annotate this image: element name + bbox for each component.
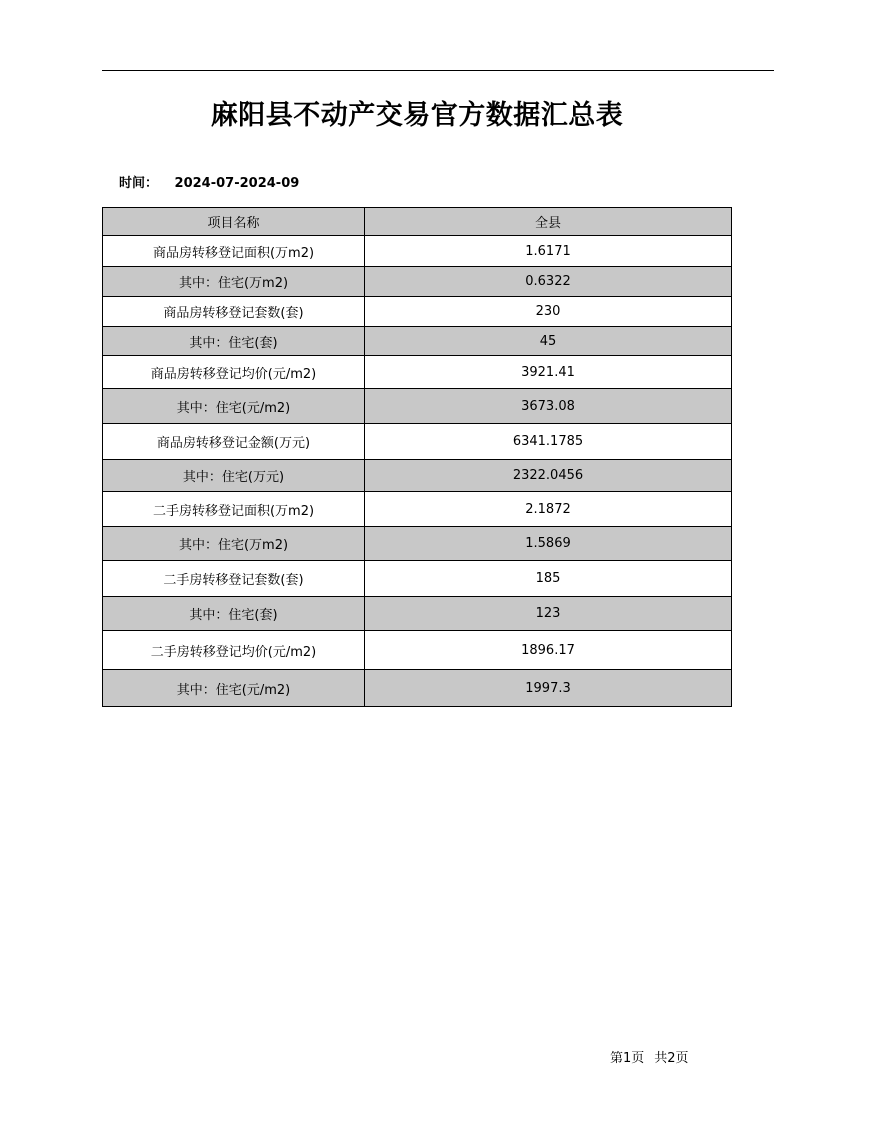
- table-row: [103, 670, 732, 707]
- header-item-name: 项目名称: [103, 208, 365, 236]
- page-footer: [610, 1047, 689, 1066]
- table-row: [103, 561, 732, 597]
- table-row: [103, 236, 732, 267]
- summary-table: [102, 207, 732, 707]
- row-label: 商品房转移登记均价(元/m2): [103, 356, 365, 389]
- table-row: [103, 327, 732, 356]
- row-value: 6341.1785: [365, 424, 732, 460]
- row-value: 3921.41: [365, 356, 732, 389]
- row-value: 0.6322: [365, 267, 732, 297]
- row-value: 1.5869: [365, 527, 732, 561]
- row-label: 其中：住宅(万m2): [103, 267, 365, 297]
- table-row: [103, 460, 732, 492]
- row-value: 2.1872: [365, 492, 732, 527]
- row-label: 商品房转移登记面积(万m2): [103, 236, 365, 267]
- row-label: 商品房转移登记套数(套): [103, 297, 365, 327]
- row-label: 其中：住宅(万m2): [103, 527, 365, 561]
- row-label: 其中：住宅(元/m2): [103, 670, 365, 707]
- page-title: 麻阳县不动产交易官方数据汇总表: [210, 100, 624, 131]
- table-row: [103, 631, 732, 670]
- table-row: [103, 356, 732, 389]
- row-value: 2322.0456: [365, 460, 732, 492]
- page-number: 第1页: [610, 1051, 645, 1066]
- row-value: 1.6171: [365, 236, 732, 267]
- time-value: 2024-07-2024-09: [174, 176, 300, 191]
- table-row: [103, 424, 732, 460]
- table-row: [103, 527, 732, 561]
- row-value: 1896.17: [365, 631, 732, 670]
- row-value: 1997.3: [365, 670, 732, 707]
- table-row: [103, 267, 732, 297]
- table-row: [103, 297, 732, 327]
- row-label: 其中：住宅(套): [103, 597, 365, 631]
- table-row: [103, 492, 732, 527]
- time-row: [119, 172, 299, 191]
- table-header-row: [103, 208, 732, 236]
- table-row: [103, 597, 732, 631]
- row-label: 二手房转移登记套数(套): [103, 561, 365, 597]
- row-value: 185: [365, 561, 732, 597]
- table-row: [103, 389, 732, 424]
- row-label: 其中：住宅(套): [103, 327, 365, 356]
- header-county: 全县: [365, 208, 732, 236]
- time-label: 时间：: [119, 176, 159, 191]
- row-value: 230: [365, 297, 732, 327]
- row-label: 商品房转移登记金额(万元): [103, 424, 365, 460]
- page-total: 共2页: [654, 1051, 689, 1066]
- row-value: 45: [365, 327, 732, 356]
- row-label: 二手房转移登记面积(万m2): [103, 492, 365, 527]
- row-label: 其中：住宅(元/m2): [103, 389, 365, 424]
- row-label: 其中：住宅(万元): [103, 460, 365, 492]
- row-label: 二手房转移登记均价(元/m2): [103, 631, 365, 670]
- row-value: 3673.08: [365, 389, 732, 424]
- row-value: 123: [365, 597, 732, 631]
- top-divider: [102, 70, 774, 71]
